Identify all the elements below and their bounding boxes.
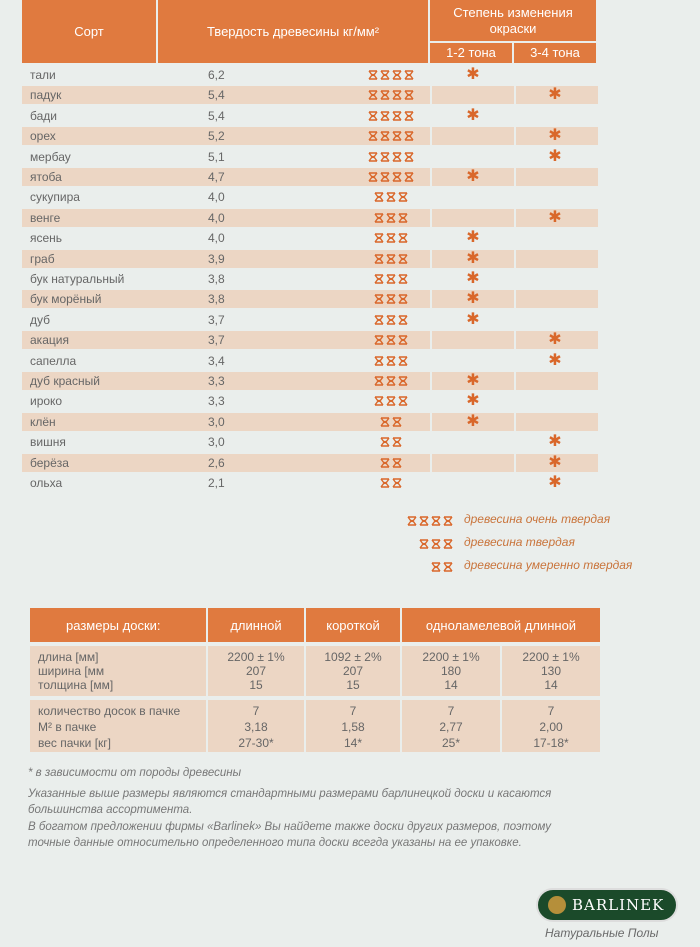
tone-12-mark-icon: ✱ xyxy=(466,66,480,83)
hardness-star-icon xyxy=(381,112,389,120)
tone-12-mark-icon: ✱ xyxy=(466,270,480,287)
wood-name: граб xyxy=(30,251,55,266)
wood-name: сукупира xyxy=(30,190,80,205)
tone-34-mark-icon: ✱ xyxy=(548,453,562,471)
hardness-stars xyxy=(374,191,464,209)
hardness-value: 4,7 xyxy=(208,170,225,184)
hardness-star-icon xyxy=(405,153,413,161)
hardness-stars xyxy=(374,395,464,413)
tone-12-mark-icon: ✱ xyxy=(466,310,480,328)
wood-name: сапелла xyxy=(30,353,77,368)
hardness-stars xyxy=(368,69,458,87)
hardness-star-icon xyxy=(375,336,383,344)
pack-label: количество досок в пачке xyxy=(38,704,181,718)
hardness-star-icon xyxy=(399,316,407,324)
legend-text: древесина умеренно твердая xyxy=(464,558,633,572)
hardness-star-icon xyxy=(405,112,413,120)
pack-value: 7 xyxy=(447,704,455,718)
size-value: 180 xyxy=(440,664,462,678)
hardness-star-icon xyxy=(393,91,401,99)
wood-name: акация xyxy=(30,333,69,348)
header-hardness xyxy=(158,0,428,63)
hardness-stars xyxy=(374,293,464,311)
hardness-row xyxy=(22,188,598,206)
hardness-star-icon xyxy=(444,563,452,571)
row-band xyxy=(516,250,598,268)
hardness-star-icon xyxy=(432,540,440,548)
pack-value: 7 xyxy=(547,704,555,718)
hardness-star-icon xyxy=(369,173,377,181)
hardness-star-icon xyxy=(408,517,416,525)
hardness-value: 3,7 xyxy=(208,333,225,348)
hardness-star-icon xyxy=(381,91,389,99)
hardness-value: 5,2 xyxy=(208,129,225,144)
note-paragraph-1-line-1: Указанные выше размеры являются стандартными размерами барлинецкой доски и касаются xyxy=(28,788,552,800)
hardness-star-icon xyxy=(387,214,395,222)
hardness-star-icon xyxy=(393,132,401,140)
hardness-star-icon xyxy=(369,91,377,99)
hardness-star-icon xyxy=(399,377,407,385)
hardness-stars xyxy=(374,314,464,332)
hardness-row xyxy=(22,168,598,186)
header-tone-34 xyxy=(514,43,596,63)
header-sort xyxy=(22,0,156,63)
hardness-row xyxy=(22,209,598,227)
hardness-star-icon xyxy=(444,540,452,548)
wood-name: берёза xyxy=(30,455,69,470)
hardness-row xyxy=(22,331,598,349)
tone-34-mark-icon: ✱ xyxy=(548,86,562,104)
size-label: толщина [мм] xyxy=(38,678,114,692)
hardness-row xyxy=(22,433,598,451)
pack-value: 7 xyxy=(349,704,357,718)
hardness-value: 3,9 xyxy=(208,251,225,266)
wood-name: вишня xyxy=(30,435,66,450)
size-label: ширина [мм xyxy=(38,664,105,678)
legend-text: древесина твердая xyxy=(464,535,575,549)
hardness-star-icon xyxy=(399,193,407,201)
hardness-row xyxy=(22,66,598,84)
hardness-row xyxy=(22,290,598,308)
hardness-star-icon xyxy=(387,295,395,303)
sizes-header-label xyxy=(30,608,206,642)
size-value: 15 xyxy=(346,678,360,692)
hardness-star-icon xyxy=(393,112,401,120)
size-value: 2200 ± 1% xyxy=(227,650,285,664)
hardness-row xyxy=(22,270,598,288)
legend-stars xyxy=(407,514,455,532)
barlinek-emblem-icon xyxy=(548,896,566,914)
hardness-star-icon xyxy=(399,357,407,365)
hardness-star-icon xyxy=(387,377,395,385)
note-paragraph-2-line-2: точные данные относительно определенного типа доски всегда указаны на ее упаковке. xyxy=(28,837,522,849)
wood-name: падук xyxy=(30,88,62,103)
pack-value: 2,00 xyxy=(539,720,563,734)
hardness-star-icon xyxy=(387,336,395,344)
hardness-star-icon xyxy=(369,153,377,161)
hardness-star-icon xyxy=(432,563,440,571)
row-band xyxy=(516,270,598,288)
hardness-stars xyxy=(368,130,458,148)
hardness-star-icon xyxy=(405,173,413,181)
hardness-star-icon xyxy=(375,316,383,324)
barlinek-logo-text: BARLINEK xyxy=(572,896,665,914)
hardness-value: 5,4 xyxy=(208,108,225,123)
hardness-star-icon xyxy=(399,214,407,222)
hardness-value: 4,0 xyxy=(208,210,225,225)
hardness-value: 5,1 xyxy=(208,149,225,164)
brand-tagline: Натуральные Полы xyxy=(545,926,659,940)
hardness-row xyxy=(22,148,598,166)
hardness-value: 3,3 xyxy=(208,394,225,409)
hardness-star-icon xyxy=(369,112,377,120)
header-hardness-label: Твердость древесины кг/мм² xyxy=(206,23,380,39)
legend-stars xyxy=(431,560,455,578)
wood-name: дуб красный xyxy=(30,374,100,388)
hardness-stars xyxy=(374,355,464,373)
wood-name: орех xyxy=(30,129,56,144)
hardness-stars xyxy=(374,273,464,291)
hardness-value: 3,7 xyxy=(208,312,225,327)
hardness-stars xyxy=(368,171,458,189)
size-value: 130 xyxy=(540,664,562,678)
footnote: * в зависимости от породы древесины xyxy=(28,767,242,779)
hardness-star-icon xyxy=(393,438,401,446)
hardness-star-icon xyxy=(375,397,383,405)
hardness-stars xyxy=(374,232,464,250)
hardness-star-icon xyxy=(381,173,389,181)
hardness-stars xyxy=(374,334,464,352)
hardness-stars xyxy=(374,253,464,271)
size-value: 1092 ± 2% xyxy=(324,650,382,664)
tone-34-mark-icon: ✱ xyxy=(548,331,562,349)
hardness-star-icon xyxy=(420,540,428,548)
row-band xyxy=(516,188,598,206)
hardness-stars xyxy=(380,416,470,434)
hardness-value: 4,0 xyxy=(208,190,225,205)
header-color-change xyxy=(430,0,596,41)
hardness-star-icon xyxy=(393,173,401,181)
row-band xyxy=(516,413,598,431)
hardness-star-icon xyxy=(399,295,407,303)
pack-value: 17-18* xyxy=(533,736,569,750)
pack-label: М² в пачке xyxy=(38,720,97,734)
hardness-value: 3,0 xyxy=(208,414,225,429)
row-band xyxy=(516,168,598,186)
pack-value: 14* xyxy=(343,736,363,750)
hardness-row xyxy=(22,454,598,472)
hardness-star-icon xyxy=(375,193,383,201)
tone-12-mark-icon: ✱ xyxy=(466,412,480,430)
hardness-row xyxy=(22,372,598,390)
pack-value: 1,58 xyxy=(341,720,365,734)
header-tone-34-label: 3-4 тона xyxy=(530,45,580,60)
hardness-star-icon xyxy=(399,397,407,405)
hardness-row xyxy=(22,107,598,125)
row-band xyxy=(516,229,598,247)
wood-name: тали xyxy=(30,68,56,82)
hardness-stars xyxy=(380,457,470,475)
hardness-row xyxy=(22,474,598,492)
hardness-stars xyxy=(374,375,464,393)
row-band xyxy=(516,66,598,84)
hardness-star-icon xyxy=(375,377,383,385)
wood-name: ольха xyxy=(30,476,63,490)
tone-12-mark-icon: ✱ xyxy=(466,372,480,389)
row-band xyxy=(516,372,598,390)
sizes-header-label-text: размеры доски: xyxy=(66,617,161,633)
hardness-star-icon xyxy=(420,517,428,525)
wood-name: клён xyxy=(30,414,56,429)
hardness-star-icon xyxy=(381,153,389,161)
hardness-star-icon xyxy=(375,255,383,263)
note-paragraph-1-line-2: большинства ассортимента. xyxy=(28,804,193,816)
hardness-star-icon xyxy=(375,295,383,303)
hardness-value: 2,1 xyxy=(208,476,225,490)
hardness-value: 3,8 xyxy=(208,272,225,286)
size-value: 14 xyxy=(444,678,458,692)
hardness-star-icon xyxy=(375,234,383,242)
tone-34-mark-icon: ✱ xyxy=(548,208,562,226)
hardness-row xyxy=(22,392,598,410)
wood-name: мербау xyxy=(30,149,71,164)
header-tone-12 xyxy=(430,43,512,63)
hardness-row xyxy=(22,127,598,145)
pack-value: 25* xyxy=(441,736,461,750)
note-paragraph-2-line-1: В богатом предложении фирмы «Barlinek» Вы найдете также доски других размеров, поэтому xyxy=(28,821,552,833)
hardness-star-icon xyxy=(375,275,383,283)
hardness-value: 3,4 xyxy=(208,353,225,368)
tone-12-mark-icon: ✱ xyxy=(466,290,480,308)
wood-name: ясень xyxy=(30,231,63,246)
tone-12-mark-icon: ✱ xyxy=(466,249,480,267)
hardness-row xyxy=(22,413,598,431)
wood-name: бук морёный xyxy=(30,292,102,307)
row-band xyxy=(516,392,598,410)
hardness-star-icon xyxy=(387,234,395,242)
tone-34-mark-icon: ✱ xyxy=(548,474,562,491)
hardness-stars xyxy=(380,477,470,495)
tone-12-mark-icon: ✱ xyxy=(466,392,480,410)
hardness-star-icon xyxy=(393,459,401,467)
sizes-header-short xyxy=(306,608,400,642)
sizes-header-single-text: одноламелевой длинной xyxy=(425,617,577,633)
hardness-star-icon xyxy=(369,71,377,79)
hardness-star-icon xyxy=(444,517,452,525)
hardness-star-icon xyxy=(381,418,389,426)
hardness-stars xyxy=(368,110,458,128)
hardness-star-icon xyxy=(387,255,395,263)
wood-name: бади xyxy=(30,108,57,123)
size-value: 207 xyxy=(245,664,267,678)
hardness-star-icon xyxy=(381,459,389,467)
tone-12-mark-icon: ✱ xyxy=(466,168,480,185)
tone-34-mark-icon: ✱ xyxy=(548,351,562,369)
size-value: 207 xyxy=(342,664,364,678)
hardness-star-icon xyxy=(381,479,389,487)
size-value: 14 xyxy=(544,678,558,692)
wood-name: дуб xyxy=(30,312,51,327)
hardness-value: 6,2 xyxy=(208,68,225,82)
pack-value: 27-30* xyxy=(238,736,274,750)
size-value: 2200 ± 1% xyxy=(422,650,480,664)
hardness-star-icon xyxy=(399,336,407,344)
sizes-header-long xyxy=(208,608,304,642)
hardness-star-icon xyxy=(381,132,389,140)
hardness-row xyxy=(22,352,598,370)
wood-name: бук натуральный xyxy=(30,272,125,286)
row-band xyxy=(516,290,598,308)
hardness-star-icon xyxy=(387,193,395,201)
hardness-star-icon xyxy=(387,357,395,365)
tone-34-mark-icon: ✱ xyxy=(548,127,562,145)
row-band xyxy=(516,311,598,329)
hardness-value: 2,6 xyxy=(208,455,225,470)
hardness-star-icon xyxy=(387,316,395,324)
hardness-stars xyxy=(380,436,470,454)
hardness-star-icon xyxy=(369,132,377,140)
hardness-star-icon xyxy=(393,479,401,487)
hardness-value: 3,0 xyxy=(208,435,225,450)
hardness-star-icon xyxy=(405,132,413,140)
hardness-stars xyxy=(368,151,458,169)
legend-text: древесина очень твердая xyxy=(464,512,611,526)
barlinek-logo xyxy=(536,888,678,922)
hardness-star-icon xyxy=(387,275,395,283)
pack-value: 2,77 xyxy=(439,720,463,734)
sizes-header-short-text: короткой xyxy=(326,617,380,633)
hardness-value: 4,0 xyxy=(208,231,225,246)
hardness-star-icon xyxy=(405,91,413,99)
header-color-change-label: Степень изменения окраски xyxy=(453,4,573,36)
wood-name: ятоба xyxy=(30,170,62,184)
hardness-value: 5,4 xyxy=(208,88,225,103)
size-value: 15 xyxy=(249,678,263,692)
tone-34-mark-icon: ✱ xyxy=(548,147,562,165)
hardness-star-icon xyxy=(399,255,407,263)
hardness-star-icon xyxy=(399,275,407,283)
hardness-star-icon xyxy=(381,438,389,446)
pack-label: вес пачки [кг] xyxy=(38,736,111,750)
hardness-stars xyxy=(368,89,458,107)
hardness-star-icon xyxy=(393,153,401,161)
hardness-row xyxy=(22,229,598,247)
hardness-value: 3,3 xyxy=(208,374,225,388)
hardness-star-icon xyxy=(399,234,407,242)
legend-stars xyxy=(419,537,455,555)
tone-12-mark-icon: ✱ xyxy=(466,229,480,247)
hardness-row xyxy=(22,86,598,104)
row-band xyxy=(516,107,598,125)
hardness-star-icon xyxy=(387,397,395,405)
hardness-row xyxy=(22,250,598,268)
header-sort-label: Сорт xyxy=(74,23,104,39)
pack-value: 3,18 xyxy=(244,720,268,734)
hardness-star-icon xyxy=(393,418,401,426)
wood-name: венге xyxy=(30,210,61,225)
size-label: длина [мм] xyxy=(38,650,99,664)
wood-name: ироко xyxy=(30,394,63,409)
hardness-star-icon xyxy=(432,517,440,525)
tone-34-mark-icon: ✱ xyxy=(548,433,562,451)
hardness-star-icon xyxy=(393,71,401,79)
sizes-header-single xyxy=(402,608,600,642)
hardness-star-icon xyxy=(405,71,413,79)
hardness-star-icon xyxy=(375,214,383,222)
sizes-header-long-text: длинной xyxy=(230,617,282,633)
header-tone-12-label: 1-2 тона xyxy=(446,45,496,60)
size-value: 2200 ± 1% xyxy=(522,650,580,664)
hardness-star-icon xyxy=(381,71,389,79)
hardness-star-icon xyxy=(375,357,383,365)
hardness-stars xyxy=(374,212,464,230)
hardness-row xyxy=(22,311,598,329)
hardness-value: 3,8 xyxy=(208,292,225,307)
pack-value: 7 xyxy=(252,704,260,718)
tone-12-mark-icon: ✱ xyxy=(466,106,480,124)
